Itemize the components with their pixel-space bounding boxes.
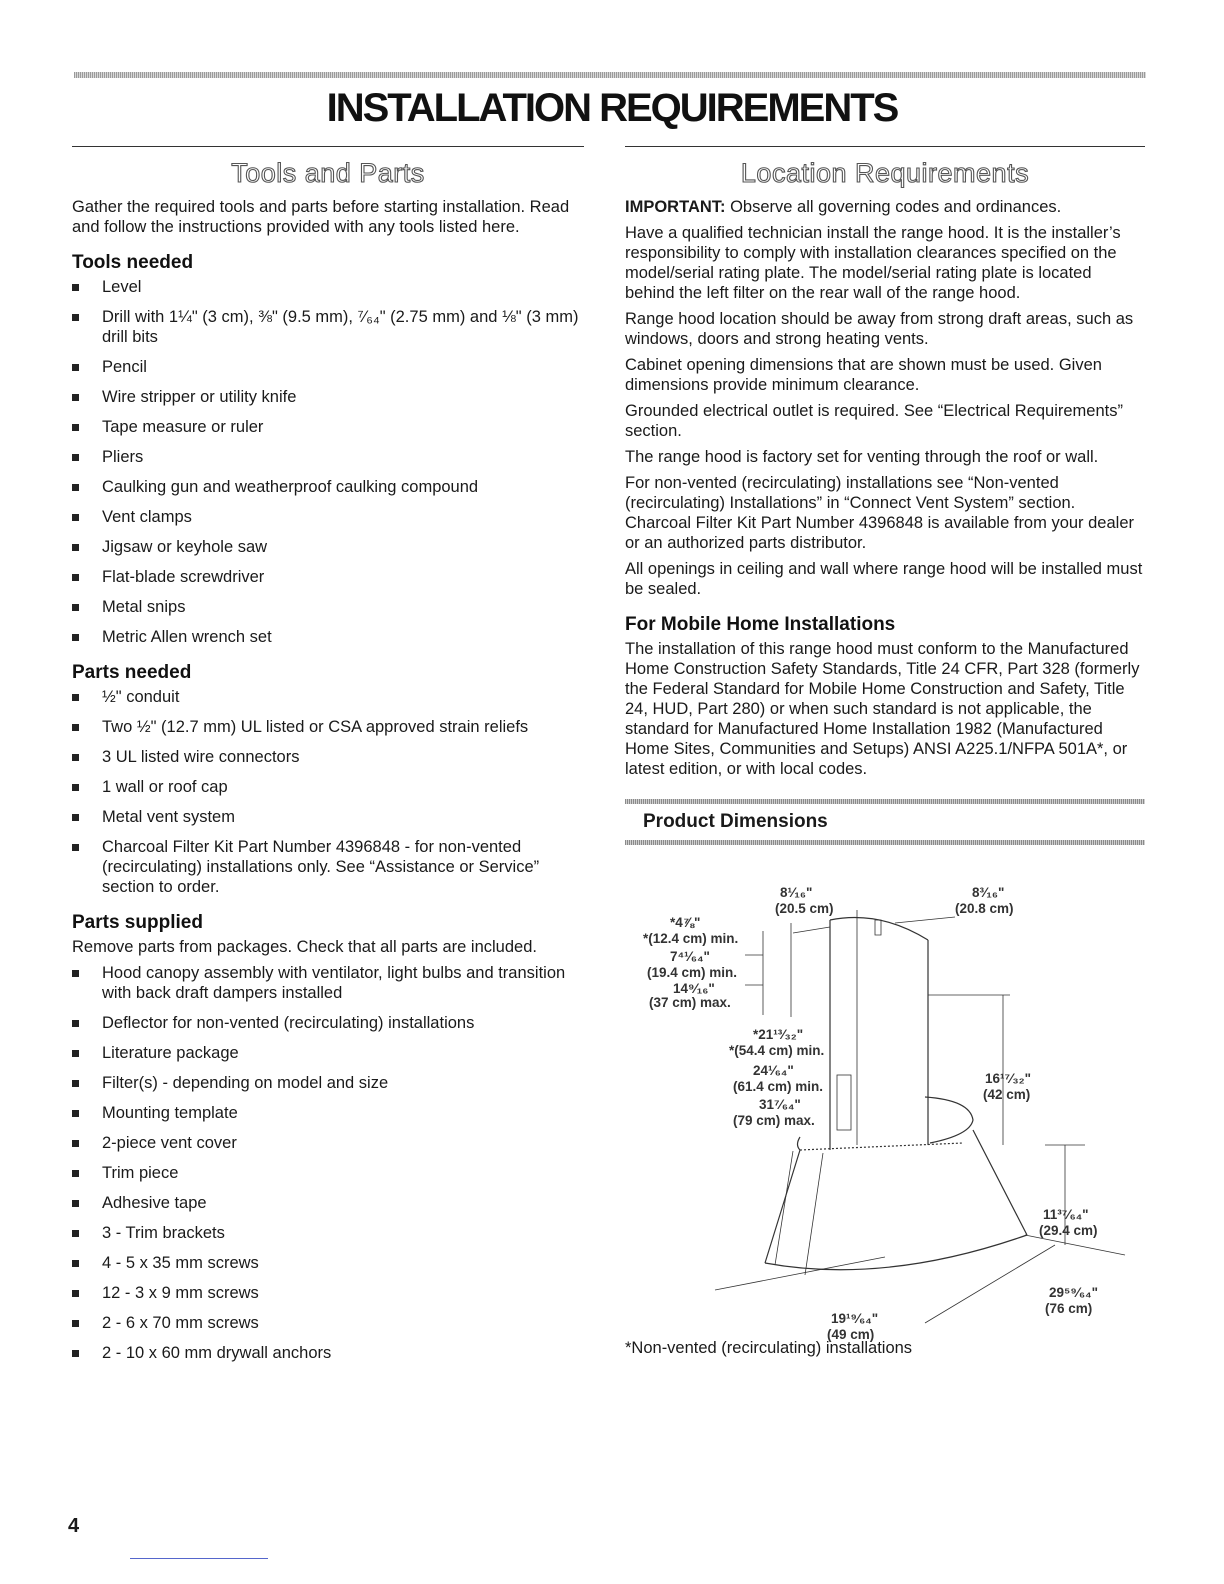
dim-label: *(12.4 cm) min. (643, 931, 739, 946)
tools-and-parts-column (72, 146, 584, 1373)
parts-supplied-list (72, 963, 584, 1363)
list-item: Metal snips (72, 597, 584, 617)
list-item: 12 - 3 x 9 mm screws (72, 1283, 584, 1303)
list-item: Flat-blade screwdriver (72, 567, 584, 587)
list-item: Tape measure or ruler (72, 417, 584, 437)
canopy-rim (800, 1143, 963, 1150)
list-item: 1 wall or roof cap (72, 777, 584, 797)
dim-label: (37 cm) max. (649, 995, 731, 1010)
dim-label: *4⅞" (670, 915, 701, 930)
range-hood-dimension-diagram (625, 845, 1145, 1342)
canopy-left-edge (798, 1137, 801, 1150)
tools-and-parts-heading: Tools and Parts (231, 158, 425, 188)
paragraph: All openings in ceiling and wall where range hood will be installed must be sealed. (625, 560, 1143, 598)
list-item: Trim piece (72, 1163, 584, 1183)
mobile-home-text: The installation of this range hood must conform to the Manufactured Home Construction Safety Standards, Title 24 CFR, Part 328 (formerly the Federal Standard for Mobile Home Construction and Safety, Title 24, HUD, Part 280) or when such standard is not applicable, the standard for Manufactured Home Installation 1982 (Manufactured Home Sites, Communities and Setups) ANSI A225.1/NFPA 501A*, or latest edition, or with local codes. (625, 640, 1140, 778)
vent-grille (837, 1075, 851, 1130)
dim-label: 14⁹⁄₁₆" (673, 981, 715, 996)
important-label: IMPORTANT: (625, 198, 726, 216)
paragraph: The range hood is factory set for venting through the roof or wall. (625, 448, 1099, 466)
page-title: INSTALLATION REQUIREMENTS (326, 86, 898, 130)
paragraph: Cabinet opening dimensions that are shown must be used. Given dimensions provide minimum clearance. (625, 356, 1102, 394)
important-text: Observe all governing codes and ordinances. (725, 198, 1062, 216)
list-item: Level (72, 277, 584, 297)
dim-label: 24¹⁄₆₄" (753, 1063, 794, 1078)
list-item: Pencil (72, 357, 584, 377)
dim-line (715, 1245, 1055, 1323)
section-rule (625, 146, 1145, 147)
dim-label: (29.4 cm) (1039, 1223, 1098, 1238)
list-item: 3 UL listed wire connectors (72, 747, 584, 767)
location-requirements-heading: Location Requirements (740, 158, 1030, 188)
dim-label: (19.4 cm) min. (647, 965, 738, 980)
paragraph: Have a qualified technician install the range hood. It is the installer’s responsibility to comply with installation clearances specified on the model/serial rating plate. The model/serial rating plate is located behind the left filter on the rear wall of the range hood. (625, 224, 1121, 302)
dim-label: *(54.4 cm) min. (729, 1043, 825, 1058)
list-item: Filter(s) - depending on model and size (72, 1073, 584, 1093)
dim-label: 19¹⁹⁄₆₄" (831, 1311, 879, 1326)
dim-label: (42 cm) (983, 1087, 1031, 1102)
list-item: ½" conduit (72, 687, 584, 707)
dim-label: (76 cm) (1045, 1301, 1093, 1316)
dim-label: 29⁵⁹⁄₆₄" (1049, 1285, 1098, 1300)
parts-supplied-intro: Remove parts from packages. Check that all parts are included. (72, 938, 537, 956)
mobile-home-heading: For Mobile Home Installations (625, 614, 896, 635)
paragraph: Grounded electrical outlet is required. See “Electrical Requirements” section. (625, 402, 1123, 440)
dim-label: 31⁷⁄₆₄" (759, 1097, 801, 1112)
page-number: 4 (68, 1515, 80, 1537)
location-requirements-column (625, 146, 1145, 1342)
dim-label: 8¹⁄₁₆" (780, 885, 813, 900)
list-item: Jigsaw or keyhole saw (72, 537, 584, 557)
dim-label: (20.8 cm) (955, 901, 1014, 916)
dim-line (745, 955, 763, 985)
canopy-panel-lines (775, 1151, 823, 1275)
chimney-tab (875, 920, 881, 935)
canopy-bottom (765, 1235, 1027, 1270)
paragraph: For non-vented (recirculating) installations see “Non-vented (recirculating) Installations” in “Connect Vent System” section. Charcoal Filter Kit Part Number 4396848 is available from your dealer or an authorized parts distributor. (625, 474, 1134, 552)
dim-label: (79 cm) max. (733, 1113, 815, 1128)
list-item: Hood canopy assembly with ventilator, light bulbs and transition with back draft dampers installed (72, 963, 584, 1003)
non-vented-footnote: *Non-vented (recirculating) installations (625, 1339, 913, 1357)
list-item: Wire stripper or utility knife (72, 387, 584, 407)
tools-intro: Gather the required tools and parts before starting installation. Read and follow the instructions provided with any tools listed here. (72, 198, 570, 236)
dim-label: (61.4 cm) min. (733, 1079, 824, 1094)
list-item: 2 - 10 x 60 mm drywall anchors (72, 1343, 584, 1363)
canopy-top (925, 1097, 973, 1143)
tools-needed-list (72, 277, 584, 647)
dim-line (1025, 1235, 1125, 1255)
dim-label: *21¹³⁄₃₂" (753, 1027, 804, 1042)
list-item: Metric Allen wrench set (72, 627, 584, 647)
list-item: Mounting template (72, 1103, 584, 1123)
parts-needed-list (72, 687, 584, 897)
dim-label: 7⁴¹⁄₆₄" (670, 949, 710, 964)
list-item: Caulking gun and weatherproof caulking compound (72, 477, 584, 497)
list-item: Pliers (72, 447, 584, 467)
product-dimensions-rule (625, 799, 1145, 804)
chimney-outline (830, 920, 928, 1150)
dim-label: (49 cm) (827, 1327, 875, 1342)
list-item: Two ½" (12.7 mm) UL listed or CSA approved strain reliefs (72, 717, 584, 737)
tools-needed-heading: Tools needed (72, 252, 194, 273)
list-item: Charcoal Filter Kit Part Number 4396848 - for non-vented (recirculating) installations only. See “Assistance or Service” section to order. (72, 837, 584, 897)
header-rule (74, 72, 1146, 78)
range-hood-drawing (625, 845, 1145, 1342)
list-item: 3 - Trim brackets (72, 1223, 584, 1243)
dim-label: 11³⁷⁄₆₄" (1043, 1207, 1089, 1222)
list-item: Drill with 1¼" (3 cm), ⅜" (9.5 mm), ⁷⁄₆₄" (2.75 mm) and ⅛" (3 mm) drill bits (72, 307, 584, 347)
list-item: Vent clamps (72, 507, 584, 527)
parts-supplied-heading: Parts supplied (72, 912, 203, 933)
list-item: Metal vent system (72, 807, 584, 827)
dim-label: 16¹⁷⁄₃₂" (985, 1071, 1031, 1086)
list-item: Adhesive tape (72, 1193, 584, 1213)
list-item: 2 - 6 x 70 mm screws (72, 1313, 584, 1333)
footer-rule (130, 1558, 268, 1559)
product-dimensions-heading: Product Dimensions (643, 811, 828, 832)
parts-needed-heading: Parts needed (72, 662, 192, 683)
list-item: Literature package (72, 1043, 584, 1063)
important-note (625, 197, 1145, 217)
list-item: 4 - 5 x 35 mm screws (72, 1253, 584, 1273)
list-item: Deflector for non-vented (recirculating) installations (72, 1013, 584, 1033)
section-rule (72, 146, 584, 147)
paragraph: Range hood location should be away from strong draft areas, such as windows, doors and strong heating vents. (625, 310, 1134, 348)
dim-label: 8³⁄₁₆" (972, 885, 1005, 900)
list-item: 2-piece vent cover (72, 1133, 584, 1153)
dim-label: (20.5 cm) (775, 901, 834, 916)
